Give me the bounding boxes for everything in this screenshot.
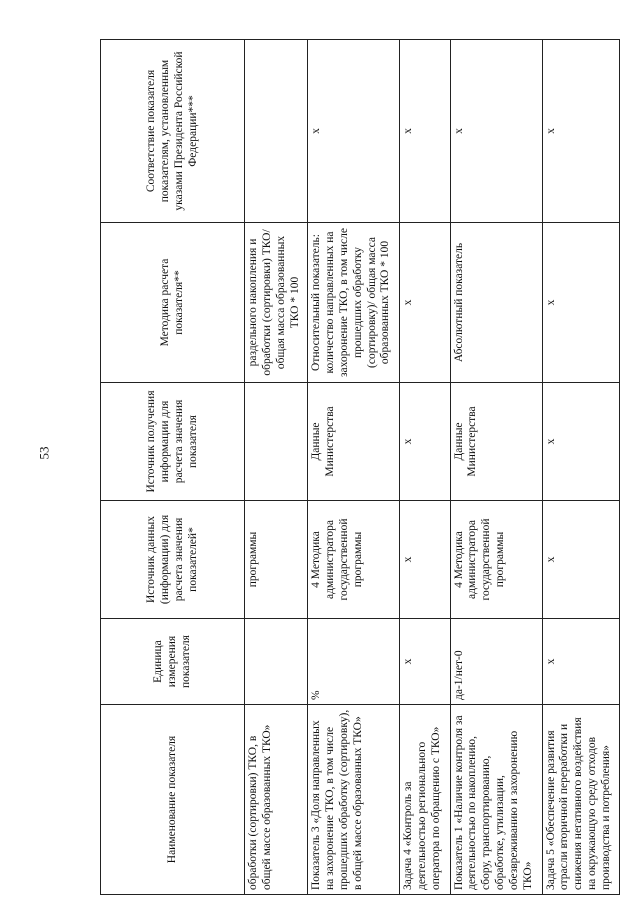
table-row (400, 40, 450, 895)
cell-data-source: х (400, 501, 450, 619)
cell-unit (245, 619, 308, 705)
cell-method: раздельного накопления и обработки (сортировки) ТКО/общая масса образованных ТКО * 100 (245, 223, 308, 383)
header-info-source: Источник получения информации для расчета значения показателя (101, 383, 245, 501)
header-indicator-name: Наименование показателя (101, 705, 245, 895)
cell-data-source: 4 Методика администратора государственной программы (308, 501, 400, 619)
indicator-table-rotated (100, 40, 620, 895)
cell-info-source: Данные Министерства (308, 383, 400, 501)
page-number: 53 (36, 446, 52, 460)
cell-info-source: х (400, 383, 450, 501)
cell-name: Показатель 3 «Доля направленных на захоронение ТКО, в том числе прошедших обработку (сортировку), в общей массе образованных ТКО» (308, 705, 400, 895)
cell-name: Задача 5 «Обеспечение развития отрасли вторичной переработки и снижения негативного воздействия на окружающую среду отходов производства и потребления» (542, 705, 620, 895)
cell-method: Относительный показатель: количество направленных на захоронение ТКО, в том числе прошедших обработку (сортировку)/ общая масса образованных ТКО * 100 (308, 223, 400, 383)
cell-name: Показатель 1 «Наличие контроля за деятельностью по накоплению, сбору, транспортированию, обработке, утилизации, обезвреживанию и захоронению ТКО» (450, 705, 542, 895)
header-unit: Единица измерения показателя (101, 619, 245, 705)
cell-method: Абсолютный показатель (450, 223, 542, 383)
cell-method: х (542, 223, 620, 383)
cell-data-source: х (542, 501, 620, 619)
cell-compliance: х (450, 40, 542, 223)
header-data-source: Источник данных (информации) для расчета значения показателей* (101, 501, 245, 619)
cell-info-source: Данные Министерства (450, 383, 542, 501)
cell-data-source: 4 Методика администратора государственной программы (450, 501, 542, 619)
table-row (245, 40, 308, 895)
cell-method: х (400, 223, 450, 383)
cell-unit: х (542, 619, 620, 705)
cell-unit: % (308, 619, 400, 705)
cell-info-source: х (542, 383, 620, 501)
cell-info-source (245, 383, 308, 501)
table-header-row (101, 40, 245, 895)
cell-unit: х (400, 619, 450, 705)
header-compliance: Соответствие показателя показателям, установленным указами Президента Российской Федерации*** (101, 40, 245, 223)
table-row (308, 40, 400, 895)
table-row (450, 40, 542, 895)
cell-data-source: программы (245, 501, 308, 619)
indicator-table (100, 39, 620, 895)
table-row (542, 40, 620, 895)
cell-name: Задача 4 «Контроль за деятельностью регионального оператора по обращению с ТКО» (400, 705, 450, 895)
cell-compliance: х (542, 40, 620, 223)
cell-name: обработки (сортировки) ТКО, в общей массе образованных ТКО» (245, 705, 308, 895)
cell-unit: да-1/нет-0 (450, 619, 542, 705)
cell-compliance: х (308, 40, 400, 223)
cell-compliance (245, 40, 308, 223)
cell-compliance: х (400, 40, 450, 223)
header-method: Методика расчета показателя** (101, 223, 245, 383)
